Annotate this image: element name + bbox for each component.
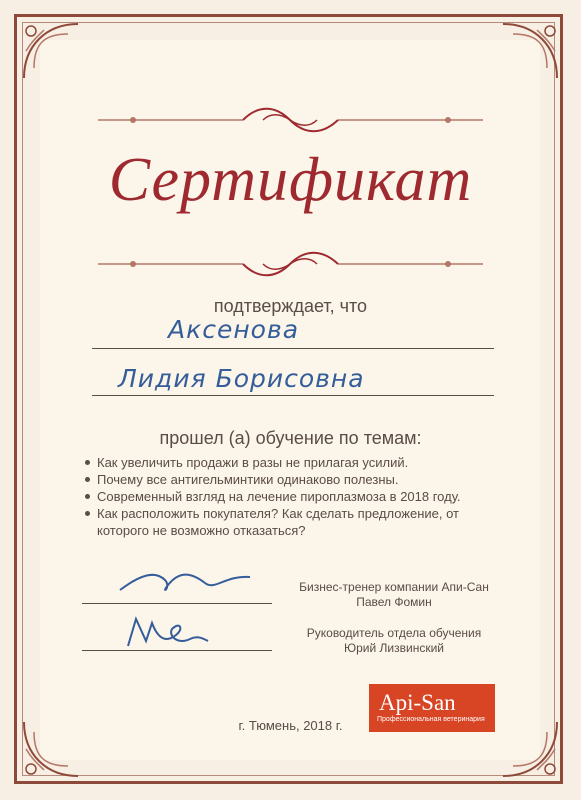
signature-line-1 [82, 603, 272, 604]
signer-2-position: Руководитель отдела обучения [306, 626, 482, 640]
signature-line-2 [82, 650, 272, 651]
signer-1-name: Павел Фомин [356, 595, 432, 609]
topic-item: Как расположить покупателя? Как сделать предложение, от которого не возможно отказаться? [83, 505, 513, 539]
logo-subtitle: Профессиональная ветеринария [377, 716, 485, 723]
topic-item: Почему все антигельминтики одинаково полезны. [83, 471, 513, 488]
signer-2 [289, 626, 499, 656]
intro-text: подтверждает, что [213, 296, 368, 316]
surname-underline [92, 348, 494, 349]
handwritten-signature-icon-2 [118, 611, 213, 653]
logo-title: Api-San [379, 690, 456, 715]
ornamental-corner-icon-top-right [495, 16, 565, 86]
recipient-surname: Аксенова [168, 315, 300, 344]
topics-heading: прошел (а) обучение по темам: [159, 428, 422, 448]
recipient-name-patronymic: Лидия Борисовна [118, 364, 365, 393]
topic-item: Современный взгляд на лечение пироплазмоза в 2018 году. [83, 488, 513, 505]
ornamental-divider-icon-top [93, 103, 488, 137]
signer-2-name: Юрий Лизвинский [344, 641, 444, 655]
issue-place-date: г. Тюмень, 2018 г. [238, 718, 343, 733]
certificate-title: Сертификат [108, 146, 473, 214]
signer-1 [289, 580, 499, 610]
topics-list [83, 454, 513, 539]
ornamental-divider-icon-bottom [93, 247, 488, 281]
name-underline [92, 395, 494, 396]
handwritten-signature-icon-1 [110, 565, 260, 605]
ornamental-corner-icon-top-left [16, 16, 86, 86]
topic-item: Как увеличить продажи в разы не прилагая усилий. [83, 454, 513, 471]
signer-1-position: Бизнес-тренер компании Апи-Сан [299, 580, 489, 594]
